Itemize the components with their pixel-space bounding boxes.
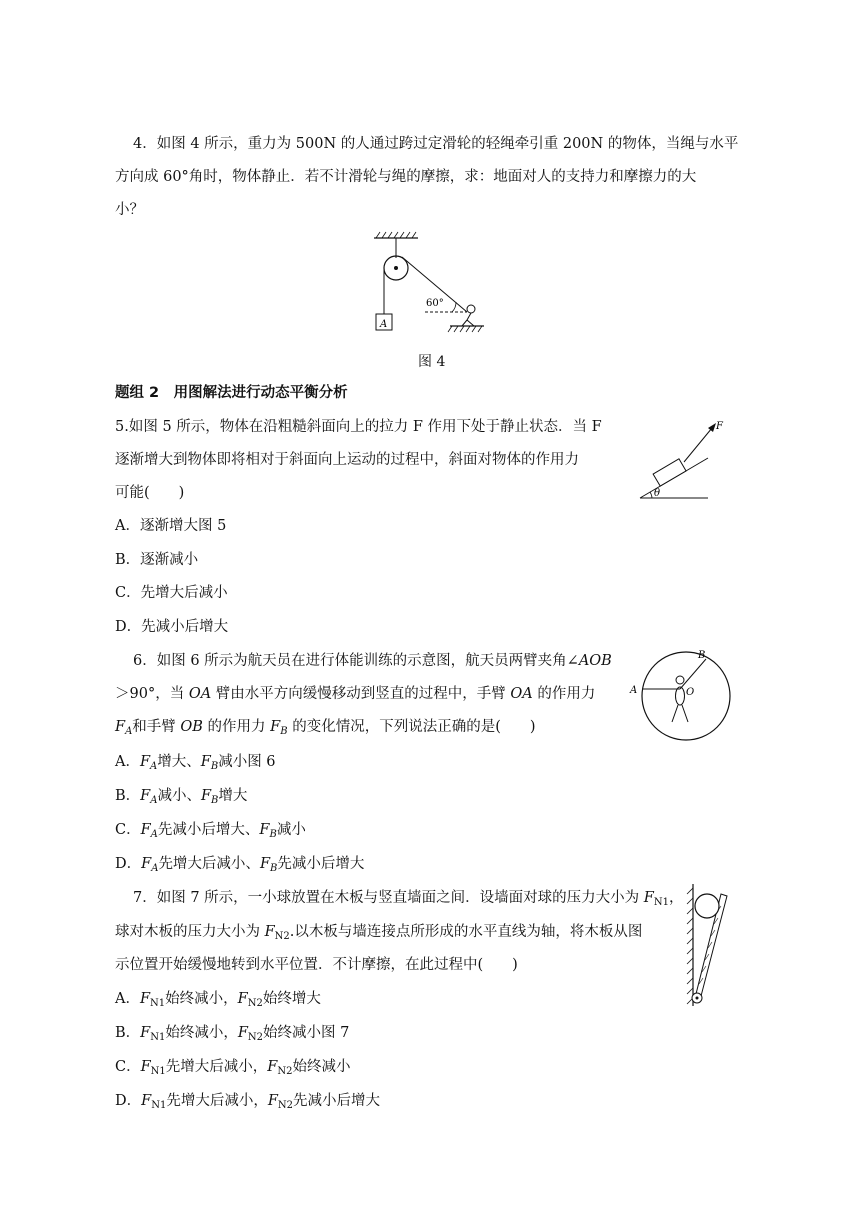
fn2-sub: N2 (277, 1066, 293, 1077)
fa-sub: A (150, 795, 158, 806)
figure-4-caption: 图 4 (418, 354, 446, 370)
opt-prefix: D． (115, 1093, 142, 1109)
opt-prefix: A． (115, 991, 140, 1007)
fa-sub: A (150, 761, 158, 772)
fn1-sub: N1 (151, 1100, 167, 1111)
fa-sub: A (151, 863, 159, 874)
q6-line2 (115, 684, 595, 704)
q6-option-b: B．$F_A$减小、$F_B$增大 (115, 788, 248, 806)
fb-sym: F (200, 754, 211, 770)
q6-fa-sub: A (125, 726, 133, 737)
fa-sym: F (141, 856, 152, 872)
fn1-sym: F (140, 1025, 151, 1041)
section-title: 题组 2 用图解法进行动态平衡分析 (115, 385, 348, 401)
fn1-sym: F (643, 890, 654, 906)
q6b-text1: 减小、 (157, 788, 201, 804)
q7-option-a (115, 989, 321, 1014)
q7-line1-text: 7．如图 7 所示，一小球放置在木板与竖直墙面之间．设墙面对球的压力大小为 (133, 890, 644, 906)
fn2-sym: F (264, 924, 275, 940)
fn2-sub: N2 (277, 1100, 294, 1111)
q7-comma: ， (668, 890, 684, 906)
fig4-block-label: A (380, 319, 388, 330)
q6-line3-tail: 的变化情况，下列说法正确的是( ) (287, 719, 536, 735)
fn2-sym: F (237, 991, 248, 1007)
fn2-sym: F (267, 1059, 278, 1075)
fn2-sub: N2 (247, 998, 263, 1009)
fn1-sym: F (140, 1059, 151, 1075)
q6-option-c: C．$F_A$先减小后增大、$F_B$减小 (115, 822, 306, 840)
q6-line3-and: 和手臂 (132, 719, 181, 735)
q6a-text2: 减小图 6 (218, 754, 276, 770)
q7-line3: 示位置开始缓慢地转到水平位置．不计摩擦，在此过程中( ) (115, 957, 518, 973)
fa-sym: F (140, 788, 151, 804)
fig5-force-label: F (716, 421, 723, 432)
opt-prefix: C． (115, 1059, 141, 1075)
fb-sub: B (211, 795, 219, 806)
q6-fa-symbol: F (115, 719, 126, 735)
q6-line3-force: 的作用力 (202, 719, 271, 735)
q5-option-c: C．先增大后减小 (115, 585, 228, 601)
q6-option-a: A．$F_A$增大、$F_B$减小图 6 (115, 754, 276, 772)
q7b-text2: 始终减小图 7 (263, 1025, 350, 1041)
figure-4-pulley-diagram (370, 228, 490, 338)
q7b-text1: 始终减小， (165, 1025, 238, 1041)
fig5-theta-label: θ (654, 488, 661, 499)
fn1-sym: F (141, 1093, 152, 1109)
q6b-text2: 增大 (218, 788, 248, 804)
q6-oa-2: OA (510, 686, 533, 702)
q7-option-c (115, 1057, 350, 1082)
q6-line1 (133, 651, 612, 671)
figure-7-ball-board-diagram (683, 880, 733, 1010)
fb-sub: B (269, 829, 277, 840)
q6-line1-text: 6．如图 6 所示为航天员在进行体能训练的示意图，航天员两臂夹角∠ (133, 653, 579, 669)
q7-line2-text1: 球对木板的压力大小为 (115, 924, 265, 940)
q6c-text1: 先减小后增大、 (157, 822, 260, 838)
q7a-text1: 始终减小， (165, 991, 238, 1007)
q7a-text2: 始终增大 (262, 991, 321, 1007)
fb-sym: F (259, 822, 270, 838)
q5-line3: 可能( ) (115, 485, 185, 501)
q6-line3 (115, 717, 536, 742)
fn1-sub: N1 (150, 998, 166, 1009)
q6d-text2: 先减小后增大 (277, 856, 365, 872)
fa-sub: A (150, 829, 158, 840)
fb-sub: B (270, 863, 278, 874)
fn1-sub: N1 (150, 1032, 166, 1043)
q7-line2 (115, 922, 642, 947)
fn1-sub: N1 (653, 897, 669, 908)
q5-line1: 5.如图 5 所示，物体在沿粗糙斜面向上的拉力 F 作用下处于静止状态．当 F (115, 419, 602, 435)
fig6-label-o: O (686, 687, 695, 698)
q5-option-a: A．逐渐增大图 5 (115, 518, 227, 534)
fig6-label-b: B (698, 650, 706, 661)
q4-line2: 方向成 60°角时，物体静止．若不计滑轮与绳的摩擦，求：地面对人的支持力和摩擦力的大 (115, 169, 697, 185)
q6-angle-aob: AOB (578, 653, 612, 669)
q6-line2-text-1: ＞90°，当 (115, 686, 189, 702)
q7-option-d (115, 1091, 380, 1116)
fn2-sym: F (237, 1025, 248, 1041)
fn1-sub: N1 (150, 1066, 166, 1077)
q5-option-d: D．先减小后增大 (115, 619, 229, 635)
fa-sym: F (139, 754, 151, 770)
q7c-text2: 始终减小 (292, 1059, 351, 1075)
fig6-label-a: A (630, 685, 638, 696)
q4-line3: 小？ (115, 202, 144, 218)
fig4-angle-label: 60° (426, 298, 444, 309)
q7-option-b (115, 1023, 349, 1048)
q6-option-d: D．$F_A$先增大后减小、$F_B$先减小后增大 (115, 856, 365, 874)
fb-sym: F (200, 788, 212, 804)
q7-line2-text2: .以木板与墙连接点所形成的水平直线为轴，将木板从图 (289, 924, 643, 940)
q7-line1 (133, 888, 683, 913)
q7d-text2: 先减小后增大 (293, 1093, 381, 1109)
q6d-text1: 先增大后减小、 (158, 856, 260, 872)
fa-sym: F (140, 822, 151, 838)
fn2-sym: F (267, 1093, 278, 1109)
fb-sub: B (210, 761, 219, 772)
q6-line2-text-2: 臂由水平方向缓慢移动到竖直的过程中，手臂 (211, 686, 511, 702)
fb-sym: F (259, 856, 270, 872)
q5-option-b: B．逐渐减小 (115, 552, 199, 568)
q6a-text1: 增大、 (157, 754, 201, 770)
fn2-sub: N2 (247, 1032, 264, 1043)
q6-fb-sub: B (280, 726, 288, 737)
q7d-text1: 先增大后减小， (166, 1093, 268, 1109)
q6-oa-1: OA (188, 686, 212, 702)
q6-ob: OB (180, 719, 203, 735)
q4-line1: 4．如图 4 所示，重力为 500N 的人通过跨过定滑轮的轻绳牵引重 200N 的物体，当绳与水平 (133, 136, 739, 152)
q6-line2-text-3: 的作用力 (532, 686, 596, 702)
q6-fb-symbol: F (270, 719, 281, 735)
q7c-text1: 先增大后减小， (165, 1059, 268, 1075)
figure-6-astronaut-diagram (626, 646, 736, 746)
fn2-sub: N2 (274, 931, 290, 942)
q6c-text2: 减小 (276, 822, 306, 838)
opt-prefix: B． (115, 1025, 141, 1041)
fn1-sym: F (139, 991, 151, 1007)
q5-line2: 逐渐增大到物体即将相对于斜面向上运动的过程中，斜面对物体的作用力 (115, 452, 579, 468)
figure-5-incline-diagram (636, 418, 731, 503)
